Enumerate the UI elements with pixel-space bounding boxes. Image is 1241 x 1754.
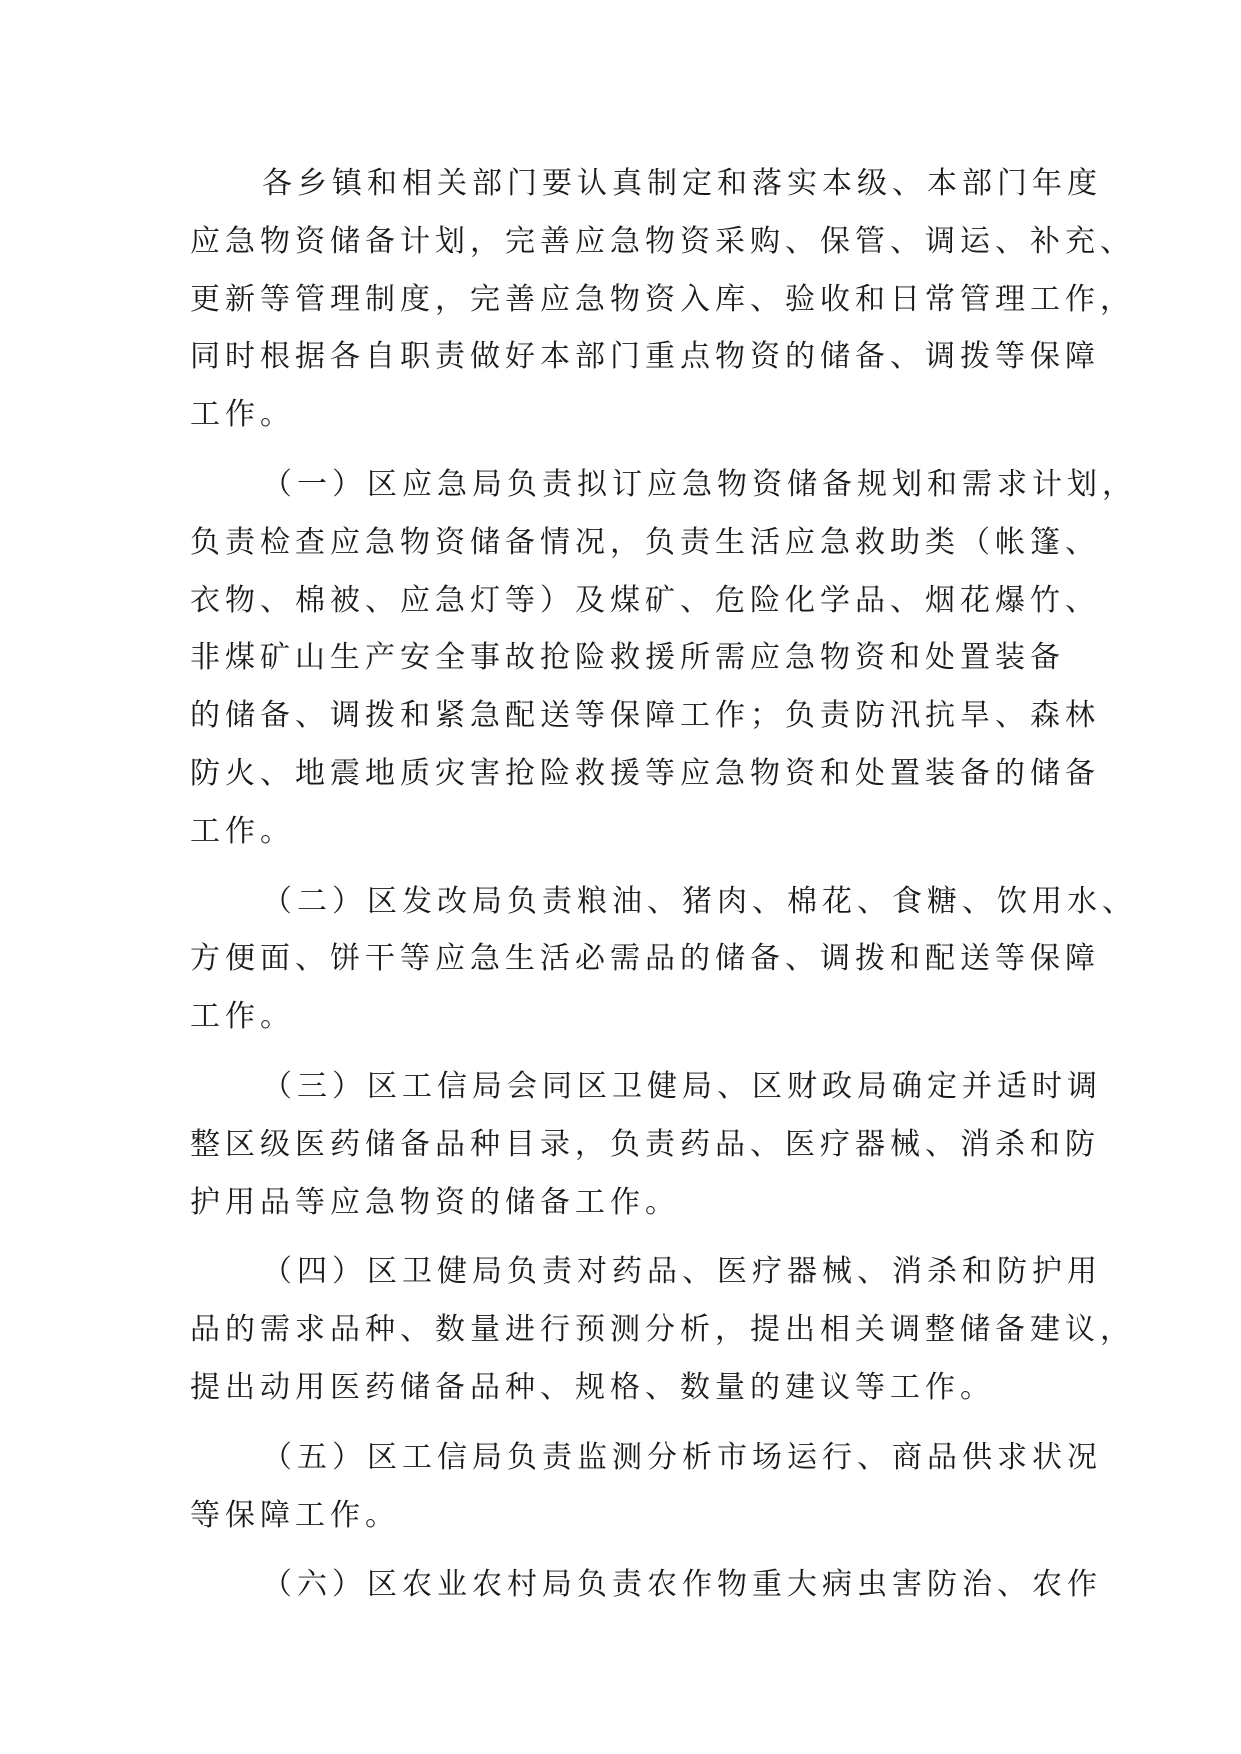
text-line: 护用品等应急物资的储备工作。: [190, 1184, 680, 1220]
text-line: 品的需求品种、数量进行预测分析，提出相关调整储备建议，: [190, 1312, 1135, 1348]
text-line: 非煤矿山生产安全事故抢险救援所需应急物资和处置装备: [190, 640, 1065, 676]
text-line: 等保障工作。: [190, 1497, 400, 1533]
text-line: （五）区工信局负责监测分析市场运行、商品供求状况: [262, 1439, 1102, 1475]
paragraph-item-1: [190, 456, 1137, 861]
text-line: 负责检查应急物资储备情况，负责生活应急救助类（帐篷、: [190, 524, 1100, 560]
paragraph-intro: [190, 155, 1135, 444]
text-line: 工作。: [190, 813, 295, 849]
text-line: 更新等管理制度，完善应急物资入库、验收和日常管理工作，: [190, 281, 1135, 317]
text-line: 方便面、饼干等应急生活必需品的储备、调拨和配送等保障: [190, 941, 1100, 977]
text-line: （一）区应急局负责拟订应急物资储备规划和需求计划，: [262, 466, 1137, 502]
text-line: 工作。: [190, 999, 295, 1035]
text-line: （六）区农业农村局负责农作物重大病虫害防治、农作: [262, 1567, 1102, 1603]
text-line: 防火、地震地质灾害抢险救援等应急物资和处置装备的储备: [190, 755, 1100, 791]
text-line: 的储备、调拨和紧急配送等保障工作；负责防汛抗旱、森林: [190, 698, 1100, 734]
text-line: 各乡镇和相关部门要认真制定和落实本级、本部门年度: [262, 166, 1102, 201]
paragraph-item-3: [190, 1058, 1102, 1231]
text-line: （四）区卫健局负责对药品、医疗器械、消杀和防护用: [262, 1254, 1102, 1290]
text-line: 同时根据各自职责做好本部门重点物资的储备、调拨等保障: [190, 339, 1100, 375]
text-line: 整区级医药储备品种目录，负责药品、医疗器械、消杀和防: [190, 1126, 1100, 1162]
paragraph-item-4: [190, 1243, 1135, 1416]
text-line: 工作。: [190, 397, 295, 433]
text-line: （二）区发改局负责粮油、猪肉、棉花、食糖、饮用水、: [262, 883, 1137, 919]
text-line: （三）区工信局会同区卫健局、区财政局确定并适时调: [262, 1068, 1102, 1104]
text-line: 提出动用医药储备品种、规格、数量的建议等工作。: [190, 1369, 995, 1405]
paragraph-item-6: [190, 1556, 1102, 1614]
text-line: 衣物、棉被、应急灯等）及煤矿、危险化学品、烟花爆竹、: [190, 582, 1100, 618]
document-body: [190, 155, 1137, 1614]
paragraph-item-2: [190, 873, 1137, 1046]
text-line: 应急物资储备计划，完善应急物资采购、保管、调运、补充、: [190, 223, 1135, 259]
paragraph-item-5: [190, 1429, 1102, 1545]
